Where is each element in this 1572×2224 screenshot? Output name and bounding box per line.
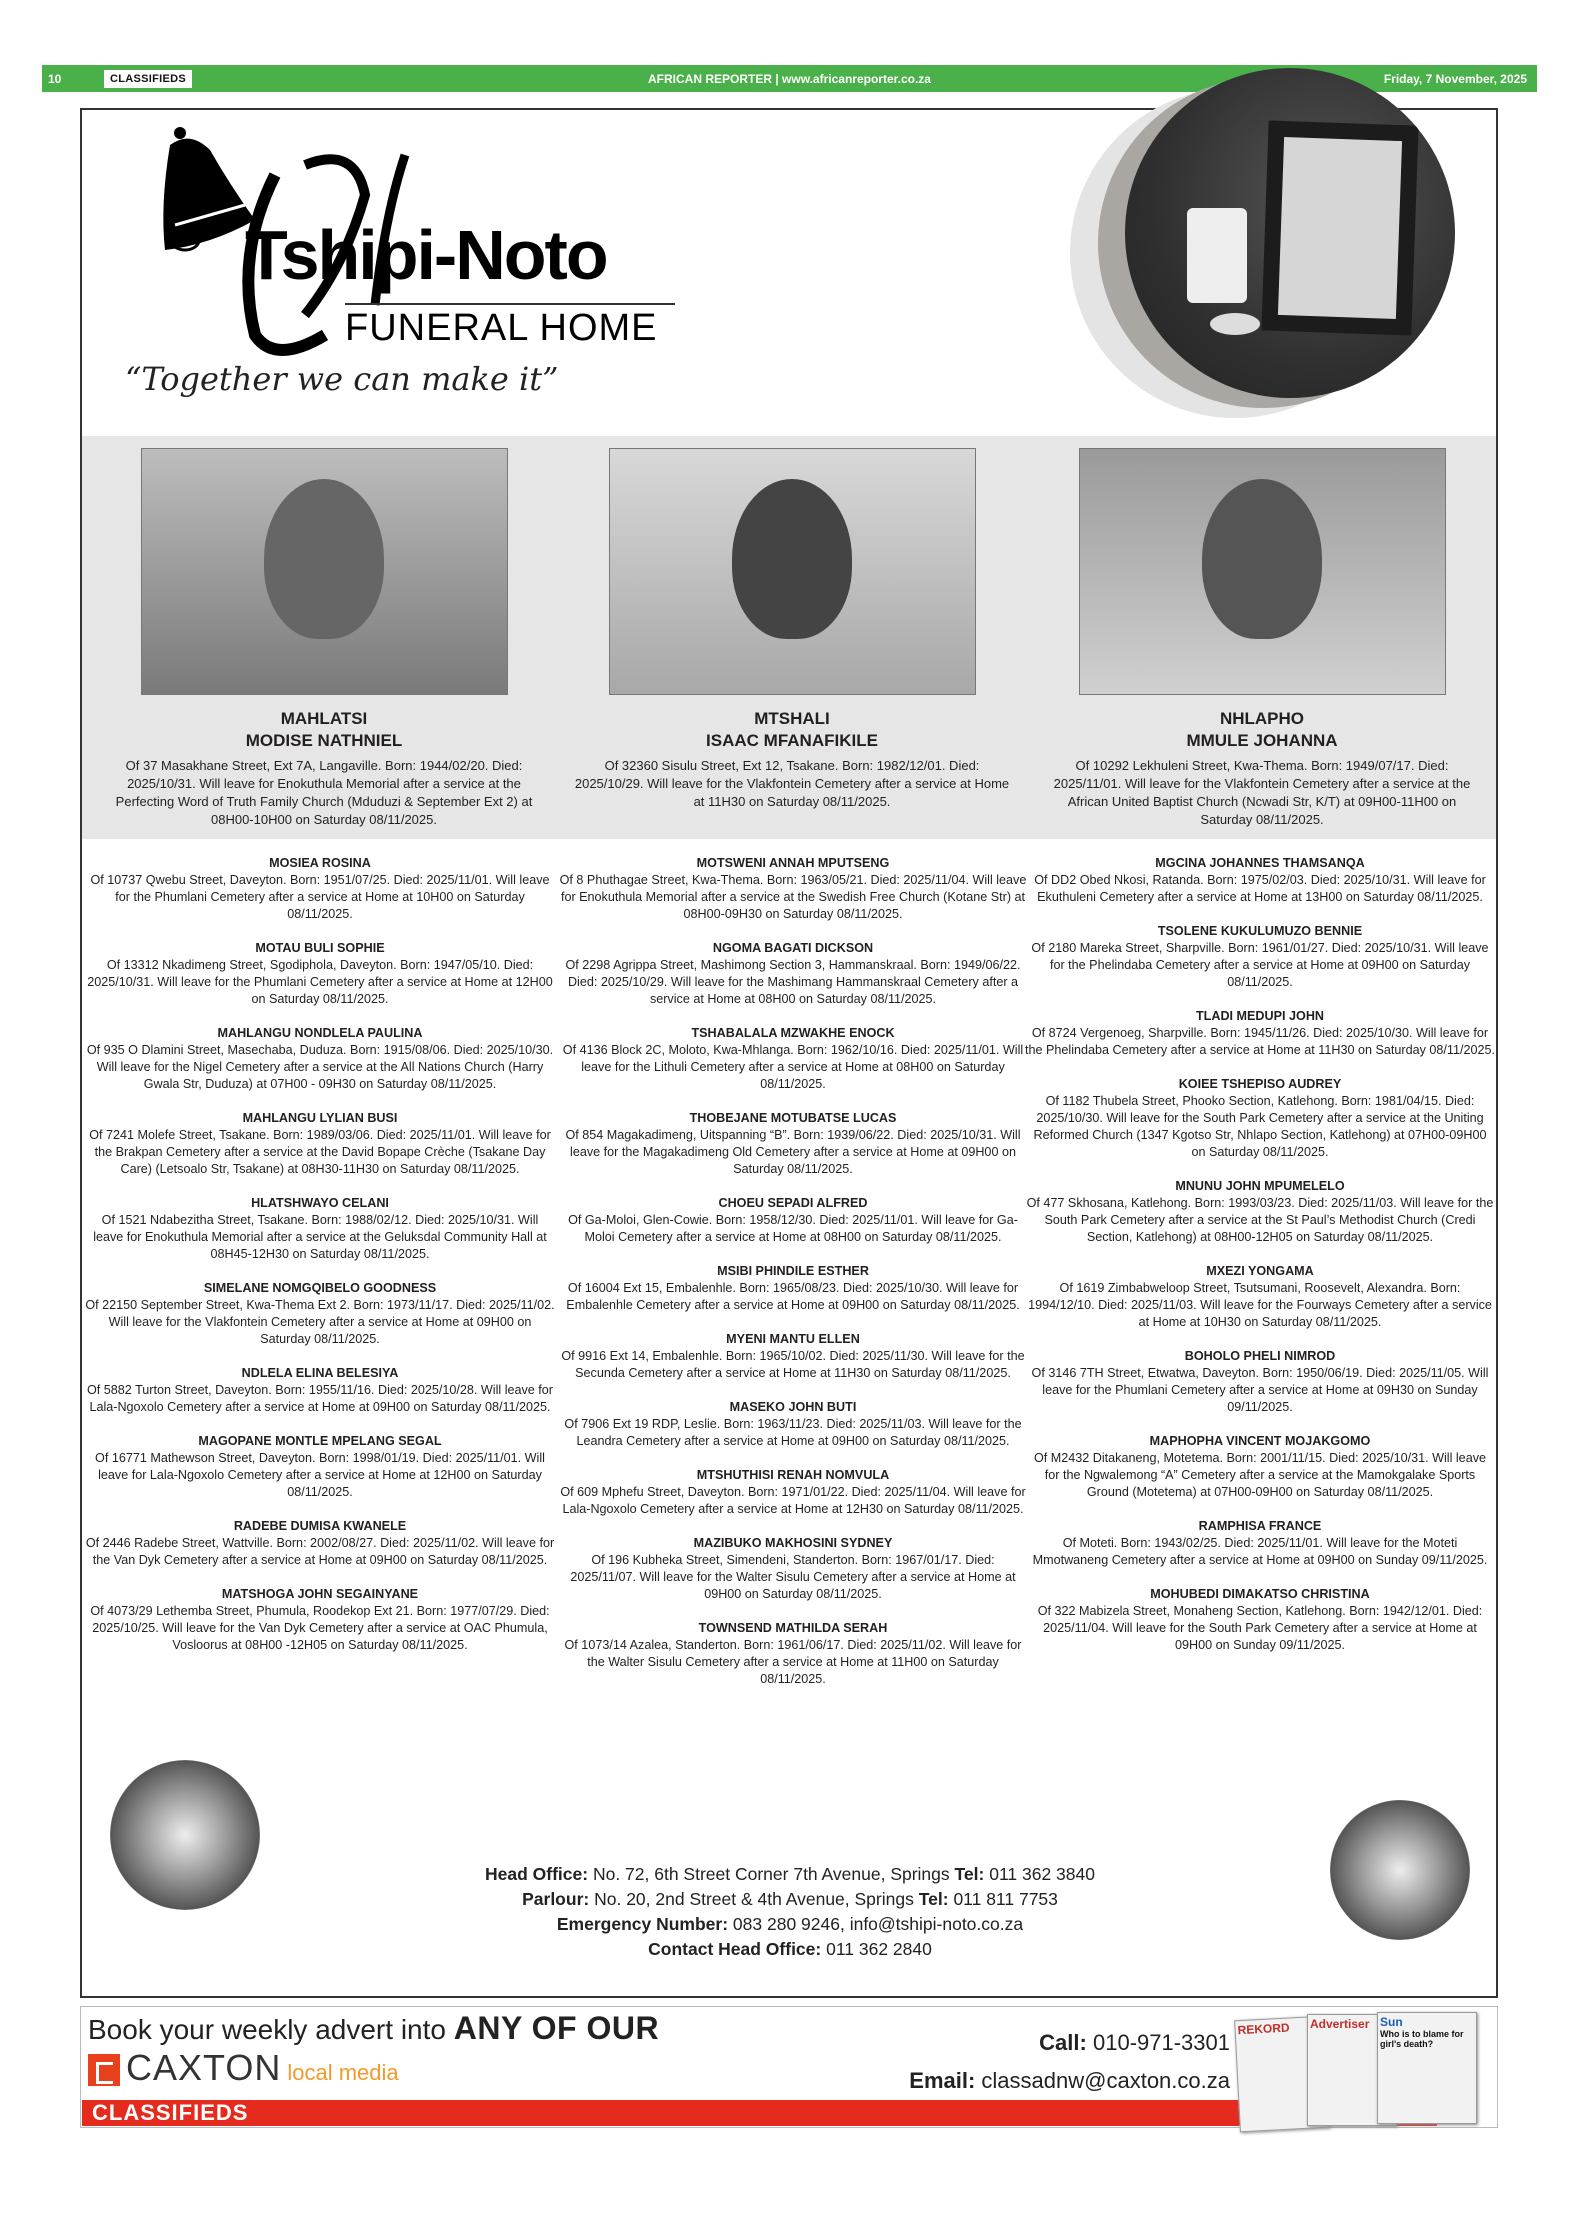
- list-item: [558, 1025, 1028, 1093]
- list-item: [558, 1467, 1028, 1518]
- obituary-details: Of 854 Magakadimeng, Uitspanning “B”. Born: 1939/06/22. Died: 2025/10/31. Will leave for the Magakadimeng Old Cemetery after a service at Home at 09H00 on Saturday 08/11/2025.: [565, 1128, 1021, 1176]
- list-item: [558, 1620, 1028, 1688]
- obituary-name: MAHLANGU LYLIAN BUSI: [242, 1111, 398, 1125]
- obituary-details: Of 2180 Mareka Street, Sharpville. Born: 1961/01/27. Died: 2025/10/31. Will leave for the Phelindaba Cemetery after a service at Home at 09H00 on Saturday 08/11/2025.: [1031, 941, 1489, 989]
- obituary-details: Of 9916 Ext 14, Embalenhle. Born: 1965/10/02. Died: 2025/11/30. Will leave for the Secunda Cemetery after a service at Home at 11H30 on Saturday 08/11/2025.: [561, 1349, 1025, 1380]
- obituary-details: Of 7241 Molefe Street, Tsakane. Born: 1989/03/06. Died: 2025/11/01. Will leave for the Brakpan Cemetery after a service at the David Bopape Crèche (Tsakane Day Care) (Letsoalo Str, Tsakane) at 08H30-11H30 on Saturday 08/11/2025.: [89, 1128, 551, 1176]
- obituary-name: KOIEE TSHEPISO AUDREY: [1178, 1077, 1342, 1091]
- tealight-icon: [1210, 313, 1260, 335]
- obituary-names: MODISE NATHNIEL: [245, 731, 403, 750]
- logo-subtitle: FUNERAL HOME: [345, 307, 658, 349]
- featured-obituaries: [82, 436, 1496, 839]
- obituary-name: MTSHUTHISI RENAH NOMVULA: [696, 1468, 890, 1482]
- list-item: [1025, 1518, 1495, 1569]
- obituary-name: HLATSHWAYO CELANI: [251, 1196, 389, 1210]
- obituary-names: ISAAC MFANAFIKILE: [706, 731, 878, 750]
- logo-divider: [345, 303, 675, 305]
- featured-obituary: [562, 448, 1022, 811]
- slogan: “Together we can make it”: [125, 360, 559, 398]
- obituary-name: CHOEU SEPADI ALFRED: [718, 1196, 868, 1210]
- obituary-name: THOBEJANE MOTUBATSE LUCAS: [689, 1111, 897, 1125]
- emergency-contact[interactable]: 083 280 9246, info@tshipi-noto.co.za: [732, 1914, 1024, 1934]
- obituary-surname: MTSHALI: [754, 709, 830, 728]
- list-item: [85, 1110, 555, 1178]
- caxton-c-icon: [88, 2054, 120, 2086]
- obituary-name: MYENI MANTU ELLEN: [726, 1332, 860, 1346]
- list-item: [558, 1399, 1028, 1450]
- obituary-column-1: [85, 855, 555, 1671]
- obituary-names: MMULE JOHANNA: [1186, 731, 1338, 750]
- obituary-name: SIMELANE NOMGQIBELO GOODNESS: [203, 1281, 437, 1295]
- paper-cover: Sun Who is to blame for girl's death?: [1377, 2012, 1477, 2124]
- list-item: [558, 1331, 1028, 1382]
- picture-frame-icon: [1261, 120, 1418, 335]
- obituary-name: MNUNU JOHN MPUMELELO: [1175, 1179, 1345, 1193]
- obituary-column-3: [1025, 855, 1495, 1671]
- obituary-details: Of 935 O Dlamini Street, Masechaba, Duduza. Born: 1915/08/06. Died: 2025/10/30. Will leave for the Nigel Cemetery after a service at the All Nations Church (Harry Gwala Str, Duduza) at 07H00 - 09H30 on Saturday 08/11/2025.: [86, 1043, 554, 1091]
- list-item: [558, 1195, 1028, 1246]
- caxton-logo: CAXTON local media: [88, 2050, 399, 2086]
- obituary-name: MXEZI YONGAMA: [1206, 1264, 1314, 1278]
- list-item: [1025, 1008, 1495, 1059]
- list-item: [1025, 1433, 1495, 1501]
- memorial-photo: [1125, 68, 1455, 398]
- obituary-name: TSHABALALA MZWAKHE ENOCK: [691, 1026, 895, 1040]
- list-item: [1025, 1348, 1495, 1416]
- ad-headline: Book your weekly advert into ANY OF OUR: [88, 2010, 660, 2046]
- newspaper-covers-image: [1232, 2012, 1482, 2127]
- obituary-name: MAGOPANE MONTLE MPELANG SEGAL: [198, 1434, 442, 1448]
- obituary-details: Of 7906 Ext 19 RDP, Leslie. Born: 1963/11/23. Died: 2025/11/03. Will leave for the Leandra Cemetery after a service at Home at 09H00 on Saturday 08/11/2025.: [564, 1417, 1022, 1448]
- list-item: [558, 1535, 1028, 1603]
- obituary-details: Of 13312 Nkadimeng Street, Sgodiphola, Daveyton. Born: 1947/05/10. Died: 2025/10/31. Will leave for the Phumlani Cemetery after a service at Home at 12H00 on Saturday 08/11/2025.: [87, 958, 553, 1006]
- obituary-details: Of 609 Mphefu Street, Daveyton. Born: 1971/01/22. Died: 2025/11/04. Will leave for Lala-Ngoxolo Cemetery after a service at Home at 12H30 on Saturday 08/11/2025.: [560, 1485, 1026, 1516]
- list-item: [558, 1263, 1028, 1314]
- list-item: [1025, 923, 1495, 991]
- portrait-photo: [1079, 448, 1446, 695]
- funeral-home-logo: [95, 115, 715, 405]
- obituary-column-2: [558, 855, 1028, 1705]
- obituary-details: Of 4136 Block 2C, Moloto, Kwa-Mhlanga. Born: 1962/10/16. Died: 2025/11/01. Will leave for the Lithuli Cemetery after a service at Home at 08H00 on Saturday 08/11/2025.: [562, 1043, 1024, 1091]
- obituary-details: Of M2432 Ditakaneng, Motetema. Born: 2001/11/15. Died: 2025/10/31. Will leave for the Ngwalemong “A” Cemetery after a service at the Mamokgalake Sports Ground (Motetema) at 07H00-09H00 on Saturday 08/11/2025.: [1033, 1451, 1486, 1499]
- obituary-details: Of 196 Kubheka Street, Simendeni, Standerton. Born: 1967/01/17. Died: 2025/11/07. Will leave for the Walter Sisulu Cemetery after a service at Home at 09H00 on Saturday 08/11/2025.: [570, 1553, 1016, 1601]
- featured-obituary: [1032, 448, 1492, 829]
- obituary-details: Of 16771 Mathewson Street, Daveyton. Born: 1998/01/19. Died: 2025/11/01. Will leave for Lala-Ngoxolo Cemetery after a service at Home at 12H00 on Saturday 08/11/2025.: [95, 1451, 545, 1499]
- ad-phone[interactable]: 010-971-3301: [1092, 2030, 1230, 2055]
- portrait-photo: [141, 448, 508, 695]
- paper-cover: REKORD: [1234, 2016, 1330, 2133]
- obituary-name: MAZIBUKO MAKHOSINI SYDNEY: [693, 1536, 893, 1550]
- obituary-details: Of DD2 Obed Nkosi, Ratanda. Born: 1975/02/03. Died: 2025/10/31. Will leave for Ekuthuleni Cemetery after a service at Home at 13H00 on Saturday 08/11/2025.: [1034, 873, 1486, 904]
- obituary-details: Of 16004 Ext 15, Embalenhle. Born: 1965/08/23. Died: 2025/10/30. Will leave for Embalenhle Cemetery after a service at Home at 09H00 on Saturday 08/11/2025.: [566, 1281, 1020, 1312]
- contact-info: [300, 1862, 1280, 1962]
- head-office-line: Head Office: No. 72, 6th Street Corner 7th Avenue, Springs Tel: 011 362 3840: [485, 1864, 1095, 1884]
- classifieds-banner: CLASSIFIEDS: [82, 2100, 1437, 2126]
- obituary-name: MOSIEA ROSINA: [269, 856, 371, 870]
- obituary-surname: MAHLATSI: [280, 709, 368, 728]
- obituary-name: MAPHOPHA VINCENT MOJAKGOMO: [1149, 1434, 1371, 1448]
- list-item: [558, 1110, 1028, 1178]
- list-item: [1025, 1076, 1495, 1161]
- obituary-name: MOTSWENI ANNAH MPUTSENG: [696, 856, 890, 870]
- obituary-details: Of 1521 Ndabezitha Street, Tsakane. Born: 1988/02/12. Died: 2025/10/31. Will leave for Enokuthula Memorial after a service at the Geluksdal Community Hall at 08H45-12H30 on Saturday 08/11/2025.: [93, 1213, 547, 1261]
- portrait-photo: [609, 448, 976, 695]
- ad-email[interactable]: classadnw@caxton.co.za: [981, 2068, 1230, 2093]
- rose-icon: [110, 1760, 260, 1910]
- obituary-name: BOHOLO PHELI NIMROD: [1184, 1349, 1336, 1363]
- list-item: [85, 855, 555, 923]
- obituary-details: Of 1073/14 Azalea, Standerton. Born: 1961/06/17. Died: 2025/11/02. Will leave for the Walter Sisulu Cemetery after a service at Home at 11H00 on Saturday 08/11/2025.: [564, 1638, 1022, 1686]
- list-item: [85, 1365, 555, 1416]
- obituary-name: TOWNSEND MATHILDA SERAH: [698, 1621, 888, 1635]
- obituary-details: Of 2446 Radebe Street, Wattville. Born: 2002/08/27. Died: 2025/11/02. Will leave for the Van Dyk Cemetery after a service at Home at 09H00 on Saturday 08/11/2025.: [85, 1536, 555, 1567]
- obituary-name: RADEBE DUMISA KWANELE: [233, 1519, 407, 1533]
- obituary-name: NDLELA ELINA BELESIYA: [241, 1366, 399, 1380]
- list-item: [1025, 1263, 1495, 1331]
- contact-phone[interactable]: 011 362 2840: [826, 1939, 932, 1959]
- obituary-name: TLADI MEDUPI JOHN: [1195, 1009, 1325, 1023]
- ad-call-line: Call: 010-971-3301: [1039, 2030, 1230, 2055]
- candle-icon: [1187, 208, 1247, 303]
- obituary-details: Of Ga-Moloi, Glen-Cowie. Born: 1958/12/30. Died: 2025/11/01. Will leave for Ga-Moloi Cemetery after a service at Home at 08H00 on Saturday 08/11/2025.: [568, 1213, 1018, 1244]
- obituary-name: MASEKO JOHN BUTI: [729, 1400, 857, 1414]
- obituary-details: Of 1619 Zimbabweloop Street, Tsutsumani, Roosevelt, Alexandra. Born: 1994/12/10. Died: 2025/11/03. Will leave for the Fourways Cemetery after a service at Home at 10H30 on Saturday 08/11/2025.: [1028, 1281, 1492, 1329]
- page-number: 10: [48, 71, 62, 86]
- obituary-name: MGCINA JOHANNES THAMSANQA: [1155, 856, 1365, 870]
- obituary-name: NGOMA BAGATI DICKSON: [712, 941, 874, 955]
- obituary-details: Of Moteti. Born: 1943/02/25. Died: 2025/11/01. Will leave for the Moteti Mmotwaneng Cemetery after a service at Home at 09H00 on Sunday 09/11/2025.: [1032, 1536, 1488, 1567]
- publication-title: AFRICAN REPORTER | www.africanreporter.co.za: [648, 71, 931, 86]
- list-item: [1025, 855, 1495, 906]
- obituary-details: Of 8 Phuthagae Street, Kwa-Thema. Born: 1963/05/21. Died: 2025/11/04. Will leave for Enokuthula Memorial after a service at the Swedish Free Church (Kotane Str) at 08H00-09H30 on Saturday 08/11/2025.: [559, 873, 1027, 921]
- list-item: [558, 855, 1028, 923]
- logo-wordmark: Tshipi-Noto: [245, 216, 607, 294]
- obituary-surname: NHLAPHO: [1219, 709, 1305, 728]
- obituary-details: Of 10737 Qwebu Street, Daveyton. Born: 1951/07/25. Died: 2025/11/01. Will leave for the Phumlani Cemetery after a service at Home at 10H00 on Saturday 08/11/2025.: [90, 873, 550, 921]
- obituary-details: Of 5882 Turton Street, Daveyton. Born: 1955/11/16. Died: 2025/10/28. Will leave for Lala-Ngoxolo Cemetery after a service at Home at 09H00 on Saturday 08/11/2025.: [86, 1383, 553, 1414]
- obituary-name: MOHUBEDI DIMAKATSO CHRISTINA: [1150, 1587, 1370, 1601]
- obituary-details: Of 322 Mabizela Street, Monaheng Section, Katlehong. Born: 1942/12/01. Died: 2025/11/04. Will leave for the South Park Cemetery after a service at Home at 09H00 on Sunday 09/11/2025.: [1037, 1604, 1483, 1652]
- list-item: [85, 1280, 555, 1348]
- obituary-name: MOTAU BULI SOPHIE: [255, 941, 385, 955]
- obituary-details: Of 3146 7TH Street, Etwatwa, Daveyton. Born: 1950/06/19. Died: 2025/11/05. Will leave for the Phumlani Cemetery after a service at Home at 09H30 on Sunday 09/11/2025.: [1031, 1366, 1489, 1414]
- obituary-name: MATSHOGA JOHN SEGAINYANE: [221, 1587, 419, 1601]
- paper-cover: Advertiser: [1307, 2014, 1397, 2126]
- list-item: [85, 1025, 555, 1093]
- contact-head-office-line: Contact Head Office: 011 362 2840: [648, 1939, 932, 1959]
- list-item: [85, 940, 555, 1008]
- obituary-name: MSIBI PHINDILE ESTHER: [717, 1264, 869, 1278]
- list-item: [1025, 1178, 1495, 1246]
- obituary-name: MAHLANGU NONDLELA PAULINA: [217, 1026, 423, 1040]
- obituary-details: Of 477 Skhosana, Katlehong. Born: 1993/03/23. Died: 2025/11/03. Will leave for the South Park Cemetery after a service at the St Paul’s Methodist Church (Credi Section, Katlehong) at 08H00-12H05 on Saturday 08/11/2025.: [1026, 1196, 1494, 1244]
- obituary-details: Of 32360 Sisulu Street, Ext 12, Tsakane. Born: 1982/12/01. Died: 2025/10/29. Will leave for the Vlakfontein Cemetery after a service at Home at 11H30 on Saturday 08/11/2025.: [574, 758, 1010, 809]
- obituary-details: Of 10292 Lekhuleni Street, Kwa-Thema. Born: 1949/07/17. Died: 2025/11/01. Will leave for the Vlakfontein Cemetery after a service at the African United Baptist Church (Ncwadi Str, K/T) at 09H00-11H00 on Saturday 08/11/2025.: [1053, 758, 1471, 827]
- candle-photo-frame-image: [1070, 108, 1460, 408]
- list-item: [85, 1433, 555, 1501]
- head-office-phone[interactable]: 011 362 3840: [989, 1864, 1095, 1884]
- rose-icon: [1330, 1800, 1470, 1940]
- emergency-line: Emergency Number: 083 280 9246, info@tshipi-noto.co.za: [556, 1914, 1024, 1934]
- list-item: [558, 940, 1028, 1008]
- obituary-name: RAMPHISA FRANCE: [1198, 1519, 1322, 1533]
- parlour-phone[interactable]: 011 811 7753: [953, 1889, 1058, 1909]
- section-label: CLASSIFIEDS: [104, 70, 192, 88]
- obituary-details: Of 37 Masakhane Street, Ext 7A, Langaville. Born: 1944/02/20. Died: 2025/10/31. Will leave for Enokuthula Memorial after a service at the Perfecting Word of Truth Family Church (Mduduzi & September Ext 2) at 08H00-10H00 on Saturday 08/11/2025.: [115, 758, 533, 827]
- list-item: [85, 1518, 555, 1569]
- obituary-details: Of 8724 Vergenoeg, Sharpville. Born: 1945/11/26. Died: 2025/10/30. Will leave for the Phelindaba Cemetery after a service at Home at 11H30 on Saturday 08/11/2025.: [1025, 1026, 1495, 1057]
- obituary-details: Of 2298 Agrippa Street, Mashimong Section 3, Hammanskraal. Born: 1949/06/22. Died: 2025/10/29. Will leave for the Mashimang Hammanskraal Cemetery after a service at Home at 08H00 on Saturday 08/11/2025.: [565, 958, 1021, 1006]
- obituary-details: Of 1182 Thubela Street, Phooko Section, Katlehong. Born: 1981/04/15. Died: 2025/10/30. Will leave for the South Park Cemetery after a service at the Uniting Reformed Church (1347 Kgotso Str, Nhlapo Section, Katlehong) at 07H00-09H00 on Saturday 08/11/2025.: [1033, 1094, 1487, 1159]
- list-item: [85, 1195, 555, 1263]
- obituary-details: Of 22150 September Street, Kwa-Thema Ext 2. Born: 1973/11/17. Died: 2025/11/02. Will leave for the Vlakfontein Cemetery after a service at Home at 09H00 on Saturday 08/11/2025.: [85, 1298, 555, 1346]
- list-item: [85, 1586, 555, 1654]
- issue-date: Friday, 7 November, 2025: [1383, 71, 1527, 86]
- obituary-details: Of 4073/29 Lethemba Street, Phumula, Roodekop Ext 21. Born: 1977/07/29. Died: 2025/10/25. Will leave for the Van Dyk Cemetery after a service at OAC Phumula, Vosloorus at 08H00 -12H05 on Saturday 08/11/2025.: [90, 1604, 550, 1652]
- featured-obituary: [94, 448, 554, 829]
- list-item: [1025, 1586, 1495, 1654]
- obituary-name: TSOLENE KUKULUMUZO BENNIE: [1157, 924, 1363, 938]
- parlour-line: Parlour: No. 20, 2nd Street & 4th Avenue, Springs Tel: 011 811 7753: [522, 1889, 1058, 1909]
- ad-email-line: Email: classadnw@caxton.co.za: [909, 2068, 1230, 2093]
